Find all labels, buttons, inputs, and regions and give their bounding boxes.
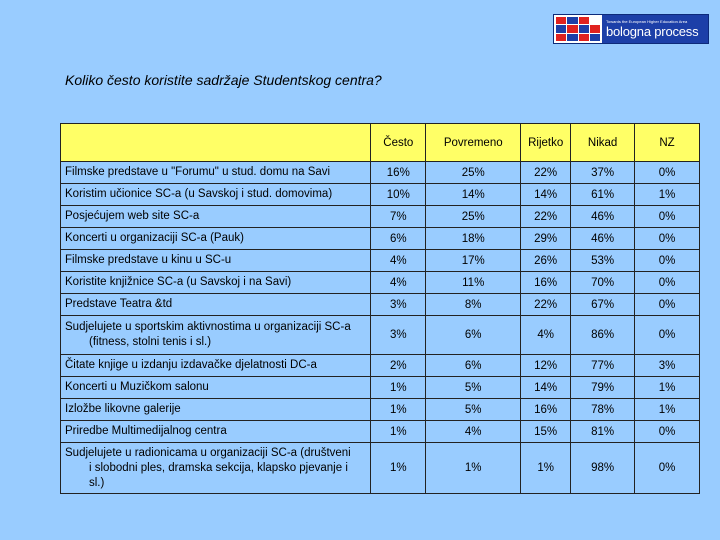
value-cell: 0% [635,250,700,272]
value-cell: 5% [426,377,521,399]
header-cell-cesto: Često [371,124,426,162]
value-cell: 6% [371,228,426,250]
value-cell: 16% [371,162,426,184]
header-cell-nikad: Nikad [571,124,635,162]
table-row [61,206,700,228]
value-cell: 7% [371,206,426,228]
value-cell: 98% [571,443,635,494]
value-cell: 8% [426,294,521,316]
value-cell: 29% [521,228,571,250]
value-cell: 0% [635,443,700,494]
value-cell: 77% [571,355,635,377]
table-row [61,355,700,377]
row-label-line: Koristim učionice SC-a (u Savskoj i stud. domovima) [65,188,333,200]
value-cell: 2% [371,355,426,377]
value-cell: 37% [571,162,635,184]
value-cell: 22% [521,294,571,316]
value-cell: 1% [521,443,571,494]
value-cell: 10% [371,184,426,206]
row-label [61,228,371,250]
value-cell: 22% [521,206,571,228]
value-cell: 4% [371,250,426,272]
table-body [61,162,700,494]
bologna-process-logo [553,14,709,44]
row-label-line: (fitness, stolni tenis i sl.) [89,336,212,348]
value-cell: 61% [571,184,635,206]
value-cell: 46% [571,206,635,228]
row-label [61,421,371,443]
row-label [61,294,371,316]
value-cell: 1% [426,443,521,494]
row-label [61,272,371,294]
row-label [61,184,371,206]
value-cell: 1% [371,399,426,421]
usage-frequency-table [60,123,700,494]
table-row [61,272,700,294]
value-cell: 1% [371,421,426,443]
value-cell: 0% [635,162,700,184]
value-cell: 5% [426,399,521,421]
value-cell: 1% [635,184,700,206]
value-cell: 22% [521,162,571,184]
value-cell: 0% [635,228,700,250]
value-cell: 0% [635,206,700,228]
row-label-line: i slobodni ples, dramska sekcija, klapsko pjevanje i [89,461,348,474]
row-label-line: Predstave Teatra &td [65,298,173,310]
row-label [61,250,371,272]
value-cell: 4% [426,421,521,443]
table-row [61,421,700,443]
slide-title: Koliko često koristite sadržaje Studentskog centra? [65,72,382,88]
value-cell: 16% [521,399,571,421]
value-cell: 12% [521,355,571,377]
value-cell: 0% [635,272,700,294]
table-row [61,162,700,184]
row-label [61,399,371,421]
value-cell: 4% [521,316,571,355]
value-cell: 53% [571,250,635,272]
row-label-line: Čitate knjige u izdanju izdavačke djelatnosti DC-a [65,359,317,371]
value-cell: 79% [571,377,635,399]
table-row [61,250,700,272]
row-label-line: Sudjelujete u radionicama u organizaciji SC-a (društveni [65,446,351,459]
table-row [61,316,700,355]
value-cell: 0% [635,421,700,443]
value-cell: 0% [635,294,700,316]
logo-tagline: Towards the European Higher Education Area [606,19,688,24]
value-cell: 70% [571,272,635,294]
logo-grid-icon [554,15,602,43]
row-label-line: Filmske predstave u kinu u SC-u [65,254,232,266]
row-label-line: Priredbe Multimedijalnog centra [65,425,227,437]
value-cell: 46% [571,228,635,250]
value-cell: 25% [426,162,521,184]
value-cell: 16% [521,272,571,294]
row-label [61,206,371,228]
row-label [61,316,371,355]
value-cell: 4% [371,272,426,294]
row-label-line: Koncerti u Muzičkom salonu [65,381,209,393]
value-cell: 15% [521,421,571,443]
value-cell: 86% [571,316,635,355]
value-cell: 1% [635,377,700,399]
value-cell: 14% [521,377,571,399]
table-row [61,377,700,399]
row-label [61,377,371,399]
header-cell-label [61,124,371,162]
logo-text [602,15,708,43]
value-cell: 6% [426,316,521,355]
row-label-line: Filmske predstave u "Forumu" u stud. domu na Savi [65,166,331,178]
value-cell: 1% [371,377,426,399]
header-cell-povremeno: Povremeno [426,124,521,162]
value-cell: 25% [426,206,521,228]
value-cell: 14% [426,184,521,206]
value-cell: 67% [571,294,635,316]
value-cell: 3% [635,355,700,377]
header-cell-rijetko: Rijetko [521,124,571,162]
value-cell: 81% [571,421,635,443]
value-cell: 78% [571,399,635,421]
logo-name: bologna process [606,24,699,39]
value-cell: 26% [521,250,571,272]
table-row [61,228,700,250]
table-row [61,184,700,206]
table-header-row [61,124,700,162]
table-row [61,399,700,421]
row-label-line: Koristite knjižnice SC-a (u Savskoj i na Savi) [65,276,292,288]
value-cell: 17% [426,250,521,272]
row-label-line: Posjećujem web site SC-a [65,210,200,222]
value-cell: 0% [635,316,700,355]
value-cell: 11% [426,272,521,294]
table-row [61,443,700,494]
row-label-line: Sudjelujete u sportskim aktivnostima u organizaciji SC-a [65,321,351,333]
row-label [61,162,371,184]
value-cell: 3% [371,294,426,316]
value-cell: 14% [521,184,571,206]
header-cell-nz: NZ [635,124,700,162]
value-cell: 18% [426,228,521,250]
value-cell: 3% [371,316,426,355]
value-cell: 1% [635,399,700,421]
value-cell: 1% [371,443,426,494]
row-label [61,355,371,377]
value-cell: 6% [426,355,521,377]
table-row [61,294,700,316]
row-label [61,443,371,494]
row-label-line: Koncerti u organizaciji SC-a (Pauk) [65,232,244,244]
row-label-line: Izložbe likovne galerije [65,403,181,415]
row-label-line: sl.) [89,476,105,489]
